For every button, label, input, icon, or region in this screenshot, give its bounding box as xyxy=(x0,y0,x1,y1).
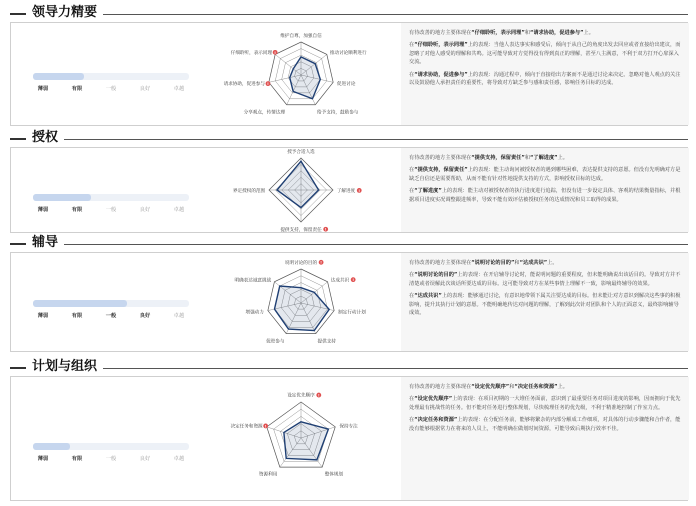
header-dash xyxy=(10,367,26,369)
intro-highlight: “了解进度” xyxy=(529,155,558,161)
radar-axis-label: 制定行动计划 xyxy=(338,310,366,316)
header-rule xyxy=(64,244,688,245)
radar-axis-label: 了解进度 xyxy=(336,189,356,194)
paragraph-prefix: 在 xyxy=(409,417,415,424)
intro-highlight: “提供支持，保留责任” xyxy=(471,155,525,161)
alert-icon-glyph: ! xyxy=(274,50,276,55)
score-scale xyxy=(33,206,189,216)
analysis-text xyxy=(401,23,689,125)
intro-prefix: 有待改善的地方主要体现在 xyxy=(409,384,472,390)
paragraph-prefix: 在 xyxy=(409,396,415,403)
section-panel xyxy=(10,376,688,501)
section-leadership xyxy=(10,6,688,128)
scale-label: 薄弱 xyxy=(37,207,49,213)
scale-label: 良好 xyxy=(139,207,151,213)
analysis-paragraph xyxy=(409,41,681,66)
radar-axis-label: 设定优先顺序 xyxy=(287,393,315,399)
paragraph-prefix: 在 xyxy=(409,167,415,174)
paragraph-body: 上的表现：在分配任务前，能够将繁杂的内部分解成工作细项，对具体的行动步骤能和合作者，能没有能够根据常力在将来的人员上，不能明确在做划时间资源，可能导致后期执行效率不佳。 xyxy=(409,417,681,432)
score-scale xyxy=(33,455,189,465)
radar-chart xyxy=(201,253,401,351)
radar-svg xyxy=(201,23,401,127)
radar-axis-label: 保持专注 xyxy=(339,424,358,430)
score-bar-track xyxy=(33,300,189,307)
alert-icon-glyph: ! xyxy=(317,393,320,398)
alert-icon-glyph: ! xyxy=(320,260,322,265)
radar-axis-label: 明确表达诚意挑战 xyxy=(234,278,272,284)
paragraph-highlight: “说明讨论的目的” xyxy=(414,272,458,279)
scale-label: 良好 xyxy=(139,313,151,319)
score-bar-track xyxy=(33,443,189,450)
paragraph-highlight: “达成共识” xyxy=(414,293,442,300)
header-rule xyxy=(103,14,688,15)
paragraph-body: 上的表现：沟通过程中，倾向于直接给出方案而不是通过讨论来决定。忽略对他人观点的关注以及鼓励他人承担责任的重要性，将导致对方缺乏参与感和责任感，影响任务目标的达成。 xyxy=(409,71,681,87)
header-dash xyxy=(10,138,26,140)
paragraph-prefix: 在 xyxy=(409,42,415,49)
analysis-paragraph xyxy=(409,187,681,204)
alert-icon-glyph: ! xyxy=(324,227,327,232)
section-title: 领导力精要 xyxy=(32,5,98,20)
analysis-paragraph xyxy=(409,292,681,317)
paragraph-prefix: 在 xyxy=(409,71,415,78)
paragraph-body: 上的表现：在项目初期的一大堆任务面前，意识到了最重要任务对项目进度的影响，因而拥向于优先处理最有挑战性的任务。但不能对任务进行整体规划，尽快梳理任务的优先级，不利于精准地控制了作室力点。 xyxy=(409,396,681,411)
analysis-paragraph xyxy=(409,271,681,288)
intro-highlight: “仔细聆听，表示同理” xyxy=(471,30,525,36)
section-title: 辅导 xyxy=(32,235,59,250)
scale-label: 一般 xyxy=(105,313,117,319)
paragraph-highlight: “仔细聆听，表示同理” xyxy=(414,42,468,49)
radar-chart xyxy=(201,377,401,500)
section-panel xyxy=(10,22,688,126)
paragraph-body: 上的表现：能主动对被授权者的执行进度进行追踪，但没有进一步设定具体、客观的结果衡量指标，并根据项目进度实况调整跟进频率，导致不能有效评估被授权任务的达成情况和员工取得的成果。 xyxy=(409,188,681,203)
radar-axis-label: 推动讨论顺利进行 xyxy=(329,50,367,56)
alert-icon-glyph: ! xyxy=(264,424,267,429)
intro-join: 和 xyxy=(514,260,520,266)
scale-label: 卓越 xyxy=(173,313,185,319)
scale-label: 有限 xyxy=(71,86,83,92)
score-bar-fill xyxy=(33,73,84,80)
section-coaching xyxy=(10,236,688,354)
analysis-text xyxy=(401,377,689,500)
analysis-intro xyxy=(409,154,681,162)
score-bar-track xyxy=(33,73,189,80)
radar-axis-label: 给予支持，鼓励参与 xyxy=(317,110,359,116)
radar-chart xyxy=(201,148,401,232)
radar-series xyxy=(284,422,329,460)
intro-highlight: “说明讨论的目的” xyxy=(471,260,515,266)
paragraph-highlight: “决定任务和资源” xyxy=(414,417,458,424)
analysis-paragraph xyxy=(409,71,681,88)
scale-label: 良好 xyxy=(139,456,151,462)
radar-series xyxy=(277,161,319,207)
intro-suffix: 上。 xyxy=(583,30,594,36)
radar-series xyxy=(274,286,329,331)
score-bar-track xyxy=(33,194,189,201)
scale-label: 卓越 xyxy=(173,456,185,462)
scale-label: 薄弱 xyxy=(37,313,49,319)
paragraph-body: 上的表现：能够通过讨论，有意识地带领下属关注要达成的目标。但未能让对方意识到解决这些事的积极影响，提升其执行计划的意愿。不能明确地传达对问题的理解，了解到此次针对团队和个人的正面意义，最终影响辅导成效。 xyxy=(409,293,681,317)
intro-join: 和 xyxy=(524,30,530,36)
section-panel xyxy=(10,252,688,352)
scale-label: 薄弱 xyxy=(37,456,49,462)
radar-axis-label: 提供支持 xyxy=(317,339,336,345)
radar-axis-label: 说明讨论的目的 xyxy=(284,260,318,266)
alert-icon-glyph: ! xyxy=(358,188,361,193)
section-planning xyxy=(10,360,688,503)
intro-suffix: 上。 xyxy=(547,260,558,266)
section-title: 计划与组织 xyxy=(32,359,98,374)
intro-prefix: 有待改善的地方主要体现在 xyxy=(409,260,472,266)
radar-axis-label: 决定任务和资源 xyxy=(230,424,263,430)
paragraph-highlight: “请求协助，促进参与” xyxy=(414,71,468,78)
header-rule xyxy=(64,139,688,140)
scale-label: 薄弱 xyxy=(37,86,49,92)
radar-axis-label: 授予合适人选 xyxy=(287,150,315,156)
scale-label: 一般 xyxy=(105,86,117,92)
paragraph-prefix: 在 xyxy=(409,188,415,195)
section-title: 授权 xyxy=(32,130,59,145)
radar-axis-label: 增强动力 xyxy=(245,310,264,316)
paragraph-body: 上的表现：能主动询问被授权者的遇到哪些困难，表达提供支持的意愿。但没有先明确对方是缺乏自信还是需要帮助，从而不能有针对性地提供支持的方式，影响授权目标的达成。 xyxy=(409,167,681,182)
analysis-intro xyxy=(409,29,681,37)
intro-highlight: “请求协助，促进参与” xyxy=(529,30,584,36)
radar-axis-label: 提供支持，保留责任 xyxy=(280,227,322,233)
intro-join: 和 xyxy=(524,155,530,161)
analysis-paragraph xyxy=(409,395,681,412)
score-area xyxy=(11,23,201,125)
score-bar-fill xyxy=(33,300,127,307)
radar-svg xyxy=(201,148,401,234)
paragraph-highlight: “了解进度” xyxy=(414,188,442,195)
intro-prefix: 有待改善的地方主要体现在 xyxy=(409,30,472,36)
analysis-intro xyxy=(409,259,681,267)
analysis-paragraph xyxy=(409,166,681,183)
header-rule xyxy=(103,368,688,369)
score-scale xyxy=(33,312,189,322)
score-area xyxy=(11,377,201,500)
radar-axis-label: 界定授权的范围 xyxy=(232,189,266,194)
section-authorization xyxy=(10,131,688,235)
score-bar-fill xyxy=(33,443,70,450)
paragraph-body: 上的表现：当他人表达事实和感受后，倾向于从自己的角度出发去回应或者直接给出建议，而忽略了对他人感受的理解和共鸣。这可能导致对方觉得没有得到真正的理解，甚至八主满意，不利于双方打开心扉深入交流。 xyxy=(409,42,681,66)
score-scale xyxy=(33,85,189,95)
radar-axis-label: 达成共识 xyxy=(330,278,350,284)
paragraph-highlight: “提供支持，保留责任” xyxy=(414,167,468,174)
score-area xyxy=(11,148,201,232)
analysis-intro xyxy=(409,383,681,391)
intro-suffix: 上。 xyxy=(557,384,568,390)
score-area xyxy=(11,253,201,351)
radar-axis-label: 资源利用 xyxy=(258,472,278,478)
header-dash xyxy=(10,13,26,15)
radar-axis-label: 仔细聆听，表示同理 xyxy=(230,50,273,56)
radar-axis-label: 促进讨论 xyxy=(337,82,356,88)
paragraph-highlight: “设定优先顺序” xyxy=(414,396,453,403)
radar-svg xyxy=(201,253,401,353)
radar-axis-label: 促进参与 xyxy=(266,339,285,345)
radar-axis-label: 整体规划 xyxy=(324,472,344,478)
analysis-text xyxy=(401,253,689,351)
scale-label: 良好 xyxy=(139,86,151,92)
section-panel xyxy=(10,147,688,233)
scale-label: 有限 xyxy=(71,456,83,462)
scale-label: 一般 xyxy=(105,207,117,213)
score-bar-fill xyxy=(33,194,91,201)
intro-highlight: “达成共识” xyxy=(519,260,548,266)
radar-svg xyxy=(201,377,401,502)
intro-join: 和 xyxy=(509,384,515,390)
intro-suffix: 上。 xyxy=(557,155,568,161)
scale-label: 卓越 xyxy=(173,86,185,92)
radar-axis-label: 分享观点，传情达理 xyxy=(243,110,285,116)
alert-icon-glyph: ! xyxy=(352,278,354,283)
scale-label: 有限 xyxy=(71,207,83,213)
radar-axis-label: 维护自尊，加强自信 xyxy=(280,34,322,40)
scale-label: 卓越 xyxy=(173,207,185,213)
intro-highlight: “设定优先顺序” xyxy=(471,384,510,390)
scale-label: 有限 xyxy=(71,313,83,319)
intro-prefix: 有待改善的地方主要体现在 xyxy=(409,155,472,161)
paragraph-prefix: 在 xyxy=(409,272,415,279)
scale-label: 一般 xyxy=(105,456,117,462)
intro-highlight: “决定任务和资源” xyxy=(514,384,558,390)
analysis-paragraph xyxy=(409,416,681,433)
alert-icon-glyph: ! xyxy=(267,82,269,87)
header-dash xyxy=(10,243,26,245)
radar-axis-label: 请求协助，促进参与 xyxy=(223,82,265,88)
paragraph-prefix: 在 xyxy=(409,293,415,300)
radar-chart xyxy=(201,23,401,125)
analysis-text xyxy=(401,148,689,232)
paragraph-body: 上的表现：在开启辅导讨论时，能说明问题的重要程度，但未能明确说出该话目的。导致对方并不清楚或者误解此次谈话所要达成的目标。这可能导致对方在某些事情上理解不一致，影响最终辅导的效果。 xyxy=(409,272,681,287)
